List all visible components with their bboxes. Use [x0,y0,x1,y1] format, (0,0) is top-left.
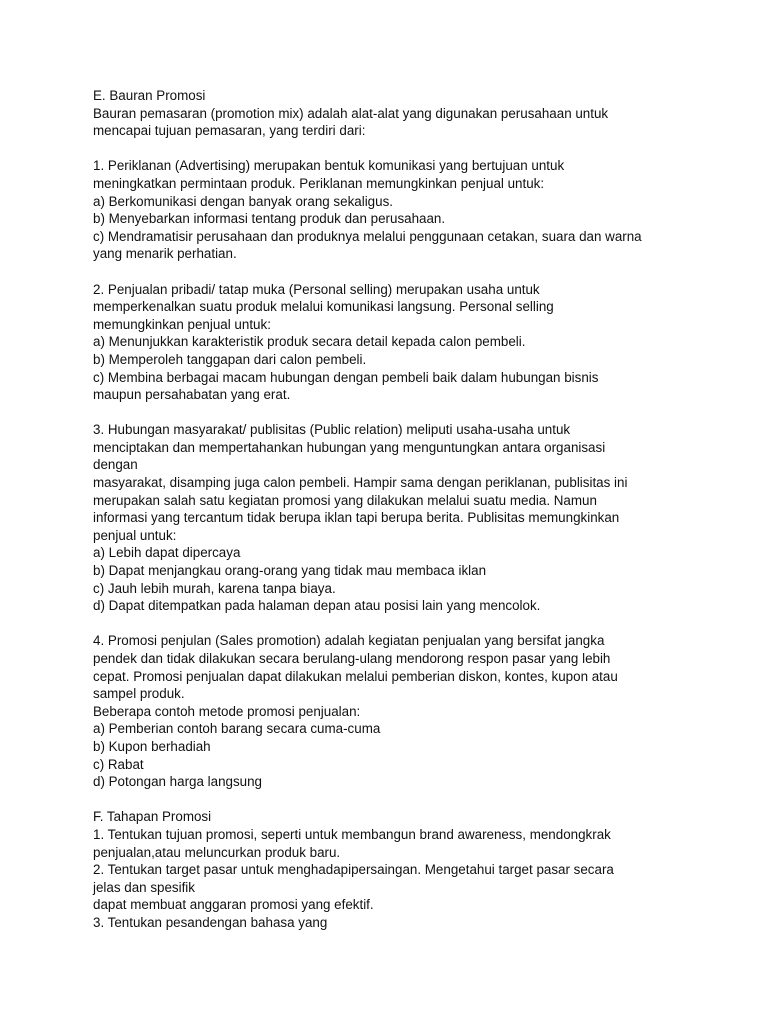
section-tahapan-promosi [93,808,693,931]
paragraph-line: maupun persahabatan yang erat. [93,387,291,403]
section-bauran-promosi [93,87,693,791]
paragraph-spacer [93,140,693,158]
paragraph-line: dengan [93,457,138,473]
paragraph-line: 3. Tentukan pesandengan bahasa yang [93,914,328,930]
section-heading: F. Tahapan Promosi [93,809,212,825]
paragraph-line: jelas dan spesifik [93,879,195,895]
paragraph-line: 1. Tentukan tujuan promosi, seperti untuk membangun brand awareness, mendongkrak [93,826,611,842]
sub-list-item: c) Rabat [93,756,144,772]
paragraph-line: 2. Tentukan target pasar untuk menghadapipersaingan. Mengetahui target pasar secara [93,862,614,878]
paragraph-line: 4. Promosi penjulan (Sales promotion) adalah kegiatan penjualan yang bersifat jangka [93,633,605,649]
list-item-periklanan [93,157,693,263]
paragraph-line: Bauran pemasaran (promotion mix) adalah alat-alat yang digunakan perusahaan untuk [93,105,609,121]
sub-list-item: c) Mendramatisir perusahaan dan produknya melalui penggunaan cetakan, suara dan warna [93,228,642,244]
sub-list-item: b) Dapat menjangkau orang-orang yang tidak mau membaca iklan [93,563,487,579]
sub-list-item: c) Jauh lebih murah, karena tanpa biaya. [93,580,336,596]
paragraph-line: cepat. Promosi penjualan dapat dilakukan melalui pemberian diskon, kontes, kupon atau [93,668,618,684]
document-page [93,87,693,932]
sub-list-item: b) Menyebarkan informasi tentang produk dan perusahaan. [93,211,446,227]
list-item-sales-promotion [93,632,693,790]
list-item-personal-selling [93,281,693,404]
paragraph-line: memperkenalkan suatu produk melalui komunikasi langsung. Personal selling [93,299,554,315]
paragraph-line: memungkinkan penjual untuk: [93,316,271,332]
paragraph-spacer [93,404,693,422]
sub-list-item: a) Lebih dapat dipercaya [93,545,241,561]
list-item-public-relation [93,421,693,615]
paragraph-line: mencapai tujuan pemasaran, yang terdiri dari: [93,123,366,139]
paragraph-line: merupakan salah satu kegiatan promosi yang dilakukan melalui suatu media. Namun [93,492,597,508]
paragraph-line: 2. Penjualan pribadi/ tatap muka (Personal selling) merupakan usaha untuk [93,281,540,297]
paragraph-line: penjual untuk: [93,527,177,543]
paragraph-spacer [93,615,693,633]
section-heading: E. Bauran Promosi [93,88,206,103]
paragraph-spacer [93,263,693,281]
sub-list-item: a) Pemberian contoh barang secara cuma-cuma [93,721,381,737]
paragraph-line: yang menarik perhatian. [93,246,237,262]
sub-list-item: b) Memperoleh tanggapan dari calon pembeli. [93,351,367,367]
paragraph-spacer [93,791,693,809]
paragraph-line: meningkatkan permintaan produk. Periklanan memungkinkan penjual untuk: [93,175,545,191]
paragraph-line: dapat membuat anggaran promosi yang efektif. [93,897,374,913]
paragraph-line: menciptakan dan mempertahankan hubungan yang menguntungkan antara organisasi [93,439,606,455]
sub-list-item: d) Potongan harga langsung [93,774,263,790]
paragraph-line: masyarakat, disamping juga calon pembeli. Hampir sama dengan periklanan, publisitas ini [93,475,628,491]
paragraph-line: penjualan,atau meluncurkan produk baru. [93,844,341,860]
sub-list-item: a) Berkomunikasi dengan banyak orang sekaligus. [93,193,393,209]
sub-list-item: a) Menunjukkan karakteristik produk secara detail kepada calon pembeli. [93,334,526,350]
paragraph-line: sampel produk. [93,686,185,702]
sub-list-item: d) Dapat ditempatkan pada halaman depan atau posisi lain yang mencolok. [93,598,541,614]
sub-list-item: c) Membina berbagai macam hubungan dengan pembeli baik dalam hubungan bisnis [93,369,599,385]
paragraph-line: 3. Hubungan masyarakat/ publisitas (Public relation) meliputi usaha-usaha untuk [93,422,571,438]
sub-list-item: b) Kupon berhadiah [93,738,211,754]
paragraph-line: Beberapa contoh metode promosi penjualan: [93,703,361,719]
paragraph-line: 1. Periklanan (Advertising) merupakan bentuk komunikasi yang bertujuan untuk [93,158,565,174]
paragraph-line: pendek dan tidak dilakukan secara berulang-ulang mendorong respon pasar yang lebih [93,651,611,666]
paragraph-line: informasi yang tercantum tidak berupa iklan tapi berupa berita. Publisitas memungkinkan [93,510,620,526]
